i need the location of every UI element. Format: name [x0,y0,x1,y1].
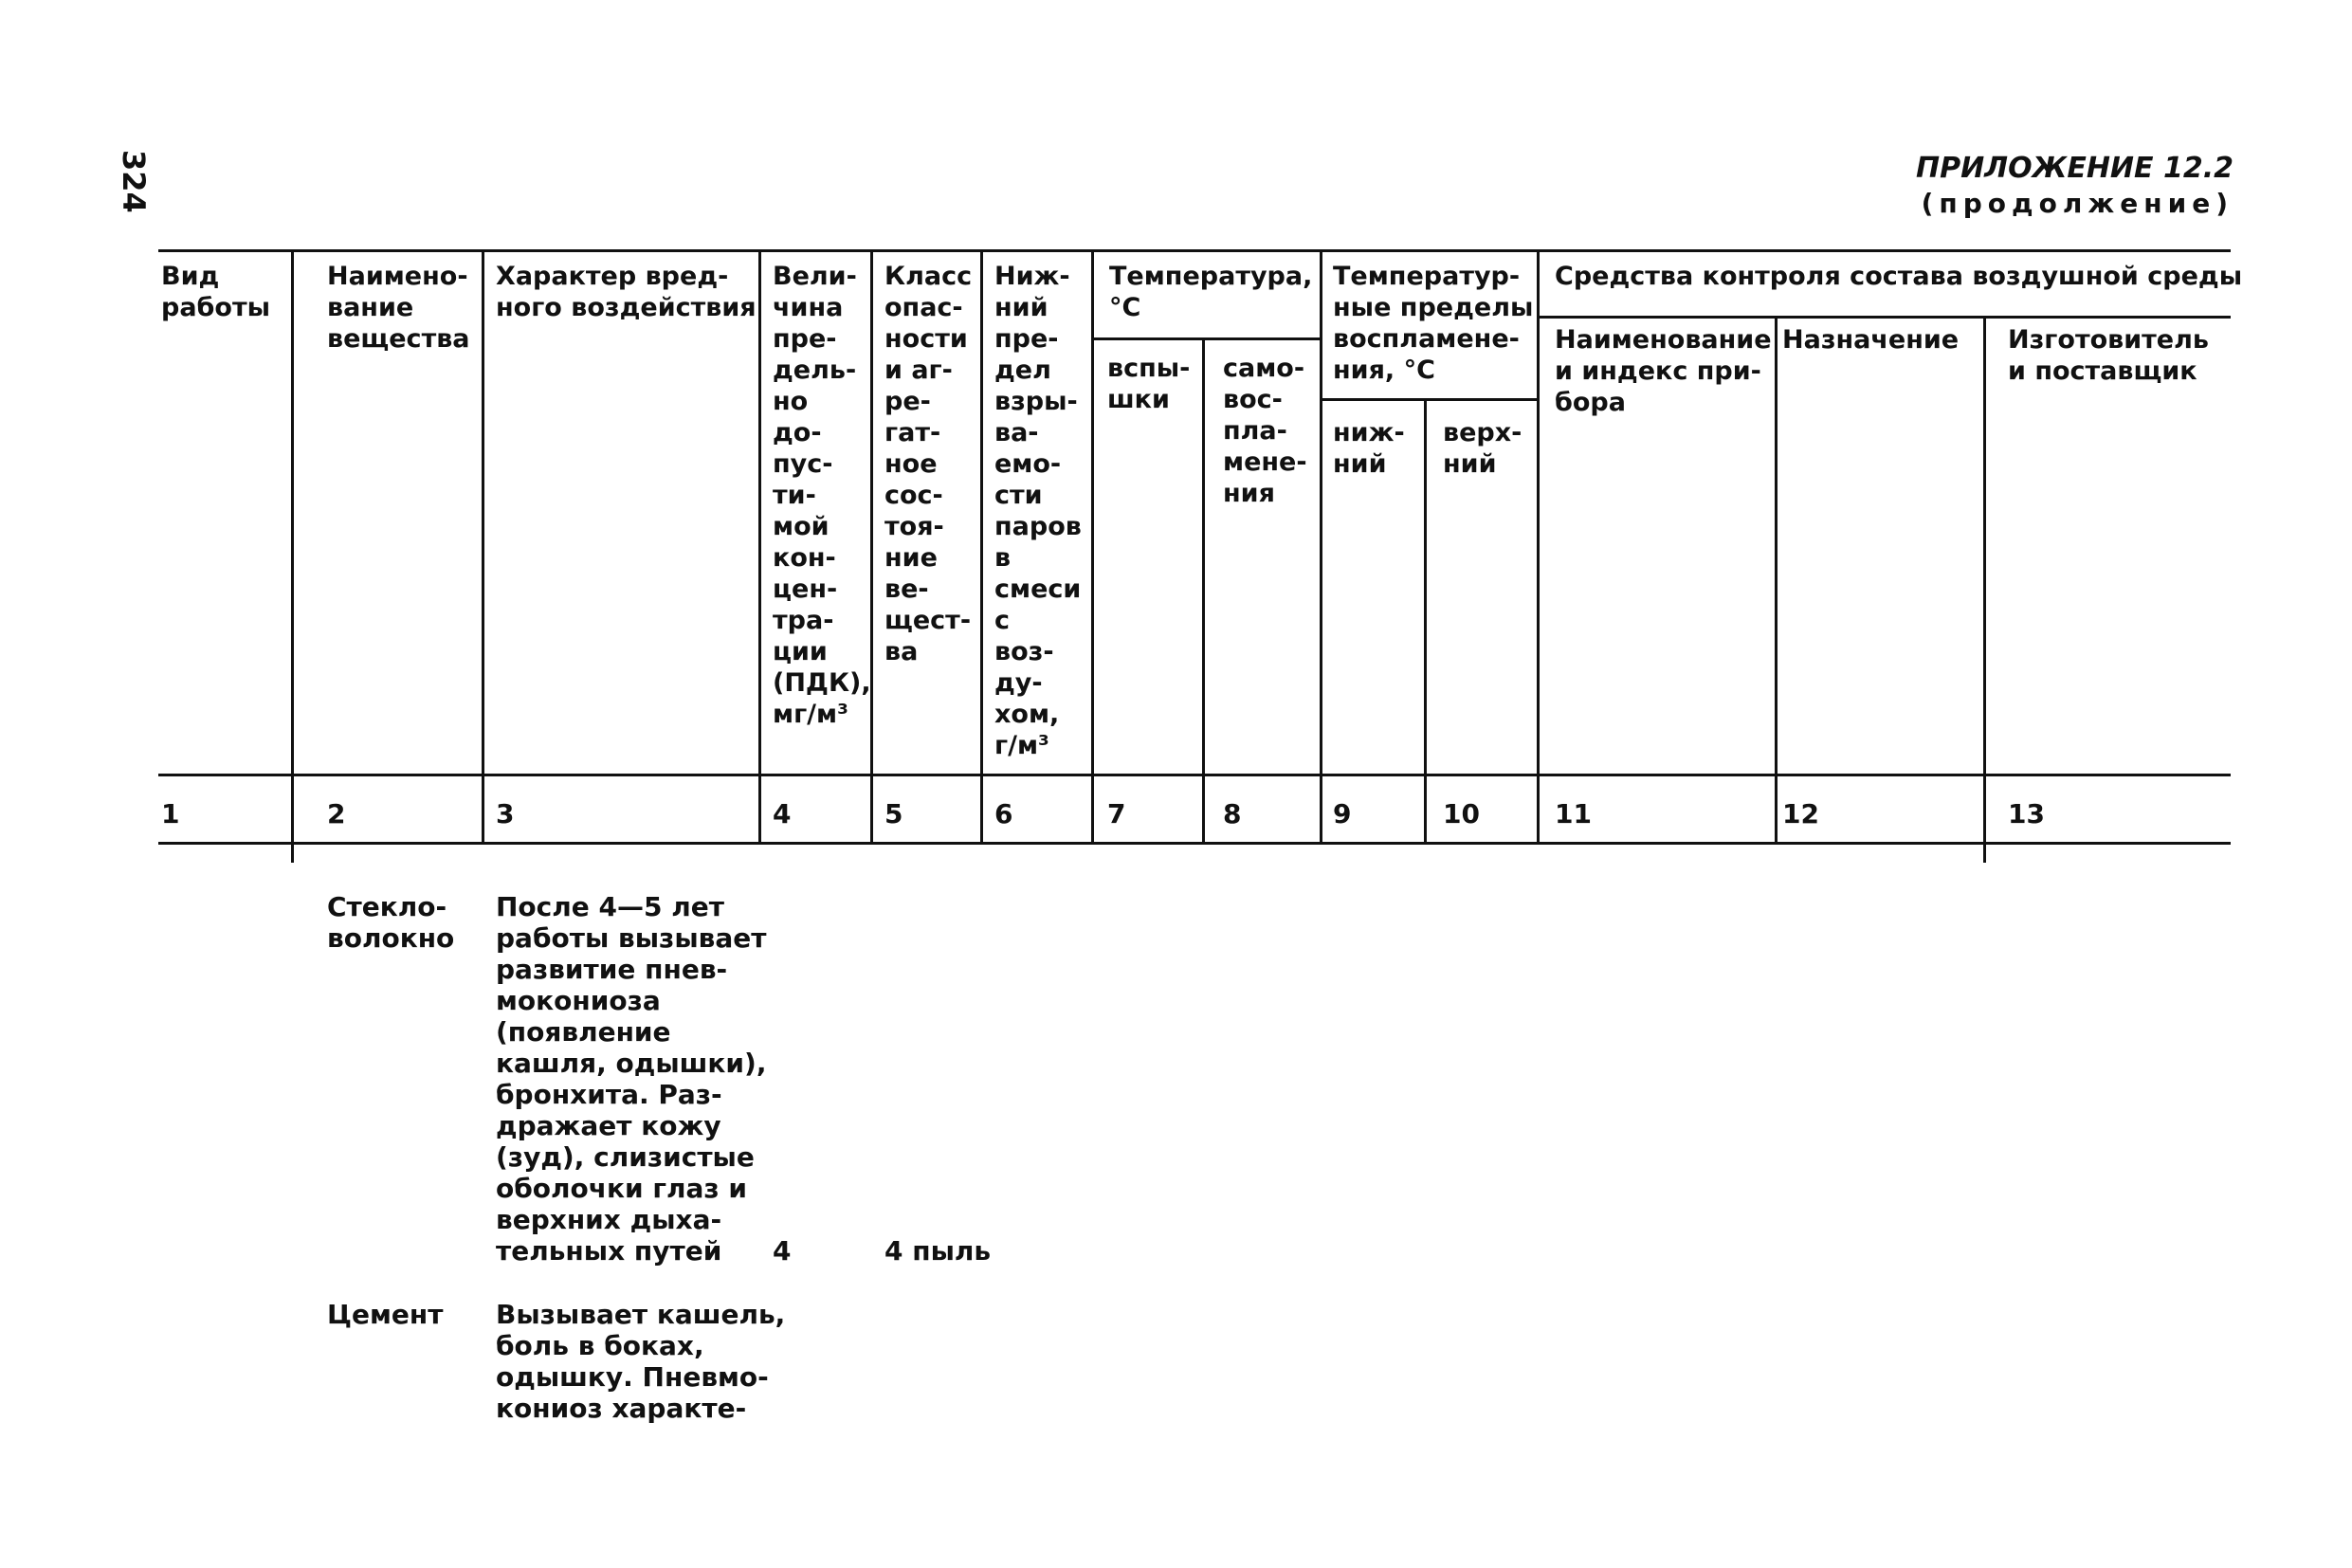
row-hazard-class-fiberglass: 4 пыль [884,1235,992,1267]
header-substance-name: Наимено- вание вещества [327,262,470,354]
row-substance-cement: Цемент [327,1299,444,1330]
column-number: 4 [773,798,792,830]
column-number: 10 [1443,798,1480,830]
column-number: 8 [1223,798,1242,830]
header-upper-limit: верх- ний [1443,418,1522,479]
row-pdk-fiberglass: 4 [773,1235,792,1267]
column-number: 2 [327,798,346,830]
row-substance-fiberglass: Стекло- волокно [327,891,455,954]
header-ignition-limits: Температур- ные пределы воспламене- ния, °С [1333,262,1534,385]
column-number: 12 [1782,798,1819,830]
header-purpose: Назначение [1782,325,1960,355]
header-hazard-class: Класс опас- ности и аг- ре- гат- ное сос- тоя- ние ве- щест- ва [884,262,973,666]
header-autoignition: само- вос- пла- мене- ния [1223,354,1307,508]
header-work-type: Вид работы [161,262,271,322]
column-number: 1 [161,798,180,830]
column-number: 11 [1555,798,1592,830]
header-flash-point: вспы- шки [1107,354,1191,414]
header-lower-explosive-limit: Ниж- ний пре- дел взры- ва- емо- сти паров в смеси с воз- ду- хом, г/м³ [994,262,1082,760]
header-temperature: Температура, °С [1109,262,1313,322]
header-lower-limit: ниж- ний [1333,418,1405,479]
header-air-control: Средства контроля состава воздушной среды [1555,262,2243,291]
header-harmful-effect: Характер вред- ного воздействия [496,262,757,322]
column-number: 6 [994,798,1013,830]
column-number: 5 [884,798,903,830]
column-number: 13 [2008,798,2045,830]
row-effect-fiberglass: После 4—5 лет работы вызывает развитие пнев- мокониоза (появление кашля, одышки), бронхита. Раз- дражает кожу (зуд), слизистые оболочки глаз и верхних дыха- тельных путей [496,891,767,1267]
row-effect-cement: Вызывает кашель, боль в боках, одышку. Пневмо- кониоз характе- [496,1299,786,1424]
header-pdk: Вели- чина пре- дель- но до- пус- ти- мой кон- цен- тра- ции (ПДК), мг/м³ [773,262,871,729]
header-device-name: Наименование и индекс при- бора [1555,325,1772,417]
column-number: 3 [496,798,515,830]
column-number: 7 [1107,798,1126,830]
appendix-title: ПРИЛОЖЕНИЕ 12.2 [1915,152,2233,185]
page-number: 324 [116,150,152,213]
appendix-continuation: (продолжение) [1921,188,2233,219]
column-number: 9 [1333,798,1352,830]
header-manufacturer: Изготовитель и поставщик [2008,325,2209,386]
